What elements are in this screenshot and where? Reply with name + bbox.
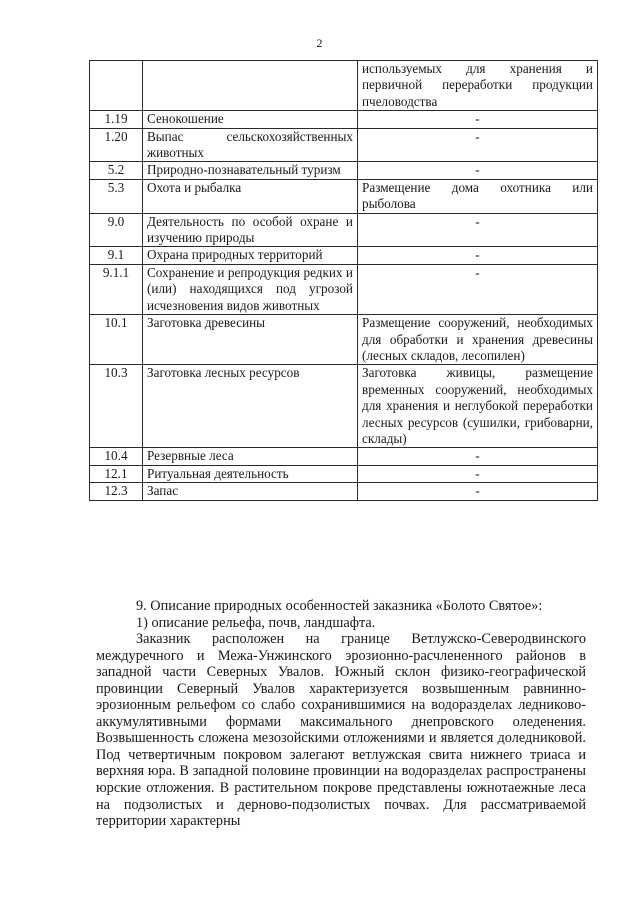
table-row bbox=[90, 179, 598, 213]
section-paragraph: Заказник расположен на границе Ветлужско-Северодвинского междуречного и Межа-Унжинского эрозионно-расчлененного районов в западной части Северных Увалов. Южный склон физико-географической провинции Северный Увалов характеризуется возвышенным равнинно-эрозионным рельефом со слабо сохранившимися на водоразделах ледниково-аккумулятивными формами максимального днепровского оледенения. Возвышенность сложена мезозойскими отложениями и является доледниковой. Под четвертичным покровом залегают ветлужская свита нижнего триаса и верхняя юра. В западной половине провинции на водоразделах распространены юрские отложения. В растительном покрове представлены южнотаежные леса на подзолистых и дерново-подзолистых почвах. Для рассматриваемой территории характерны bbox=[96, 631, 586, 830]
row-description: Заготовка живицы, размещение временных сооружений, необходимых для хранения и неглубокой переработки лесных ресурсов (сушилки, грибоварни, склады) bbox=[358, 365, 598, 448]
row-code: 1.19 bbox=[90, 111, 143, 128]
row-code: 5.3 bbox=[90, 179, 143, 213]
row-description: - bbox=[358, 111, 598, 128]
land-use-table bbox=[89, 60, 598, 501]
table-row bbox=[90, 162, 598, 179]
row-name: Природно-познавательный туризм bbox=[143, 162, 358, 179]
row-code: 9.0 bbox=[90, 213, 143, 247]
table-row bbox=[90, 264, 598, 314]
section-heading: 9. Описание природных особенностей заказника «Болото Святое»: bbox=[136, 598, 543, 614]
row-code: 10.4 bbox=[90, 448, 143, 465]
table-row bbox=[90, 111, 598, 128]
table-row bbox=[90, 247, 598, 264]
table-row bbox=[90, 448, 598, 465]
row-name bbox=[143, 61, 358, 111]
row-code: 5.2 bbox=[90, 162, 143, 179]
table-row bbox=[90, 315, 598, 365]
row-name: Резервные леса bbox=[143, 448, 358, 465]
row-name: Выпас сельскохозяйственных животных bbox=[143, 128, 358, 162]
row-description: - bbox=[358, 483, 598, 500]
row-description: - bbox=[358, 213, 598, 247]
row-name: Деятельность по особой охране и изучению природы bbox=[143, 213, 358, 247]
row-code bbox=[90, 61, 143, 111]
row-name: Ритуальная деятельность bbox=[143, 465, 358, 482]
row-code: 1.20 bbox=[90, 128, 143, 162]
row-description: - bbox=[358, 128, 598, 162]
row-name: Охрана природных территорий bbox=[143, 247, 358, 264]
table-row bbox=[90, 213, 598, 247]
row-description: - bbox=[358, 162, 598, 179]
row-name: Сенокошение bbox=[143, 111, 358, 128]
section-subheading: 1) описание рельефа, почв, ландшафта. bbox=[136, 614, 376, 631]
row-name: Охота и рыбалка bbox=[143, 179, 358, 213]
row-description: - bbox=[358, 465, 598, 482]
row-description: - bbox=[358, 247, 598, 264]
row-code: 10.3 bbox=[90, 365, 143, 448]
row-description: Размещение сооружений, необходимых для обработки и хранения древесины (лесных складов, лесопилен) bbox=[358, 315, 598, 365]
table-row bbox=[90, 465, 598, 482]
row-description: используемых для хранения и первичной переработки продукции пчеловодства bbox=[358, 61, 598, 111]
page-number: 2 bbox=[316, 36, 323, 50]
row-code: 9.1 bbox=[90, 247, 143, 264]
row-description: - bbox=[358, 264, 598, 314]
row-description: - bbox=[358, 448, 598, 465]
row-code: 12.1 bbox=[90, 465, 143, 482]
section-text bbox=[96, 598, 586, 830]
table-row bbox=[90, 365, 598, 448]
row-code: 10.1 bbox=[90, 315, 143, 365]
row-code: 12.3 bbox=[90, 483, 143, 500]
row-code: 9.1.1 bbox=[90, 264, 143, 314]
row-description: Размещение дома охотника или рыболова bbox=[358, 179, 598, 213]
row-name: Заготовка лесных ресурсов bbox=[143, 365, 358, 448]
table-row bbox=[90, 61, 598, 111]
table-row bbox=[90, 483, 598, 500]
row-name: Сохранение и репродукция редких и (или) находящихся под угрозой исчезновения видов животных bbox=[143, 264, 358, 314]
row-name: Заготовка древесины bbox=[143, 315, 358, 365]
table-body bbox=[90, 61, 598, 501]
row-name: Запас bbox=[143, 483, 358, 500]
table-row bbox=[90, 128, 598, 162]
